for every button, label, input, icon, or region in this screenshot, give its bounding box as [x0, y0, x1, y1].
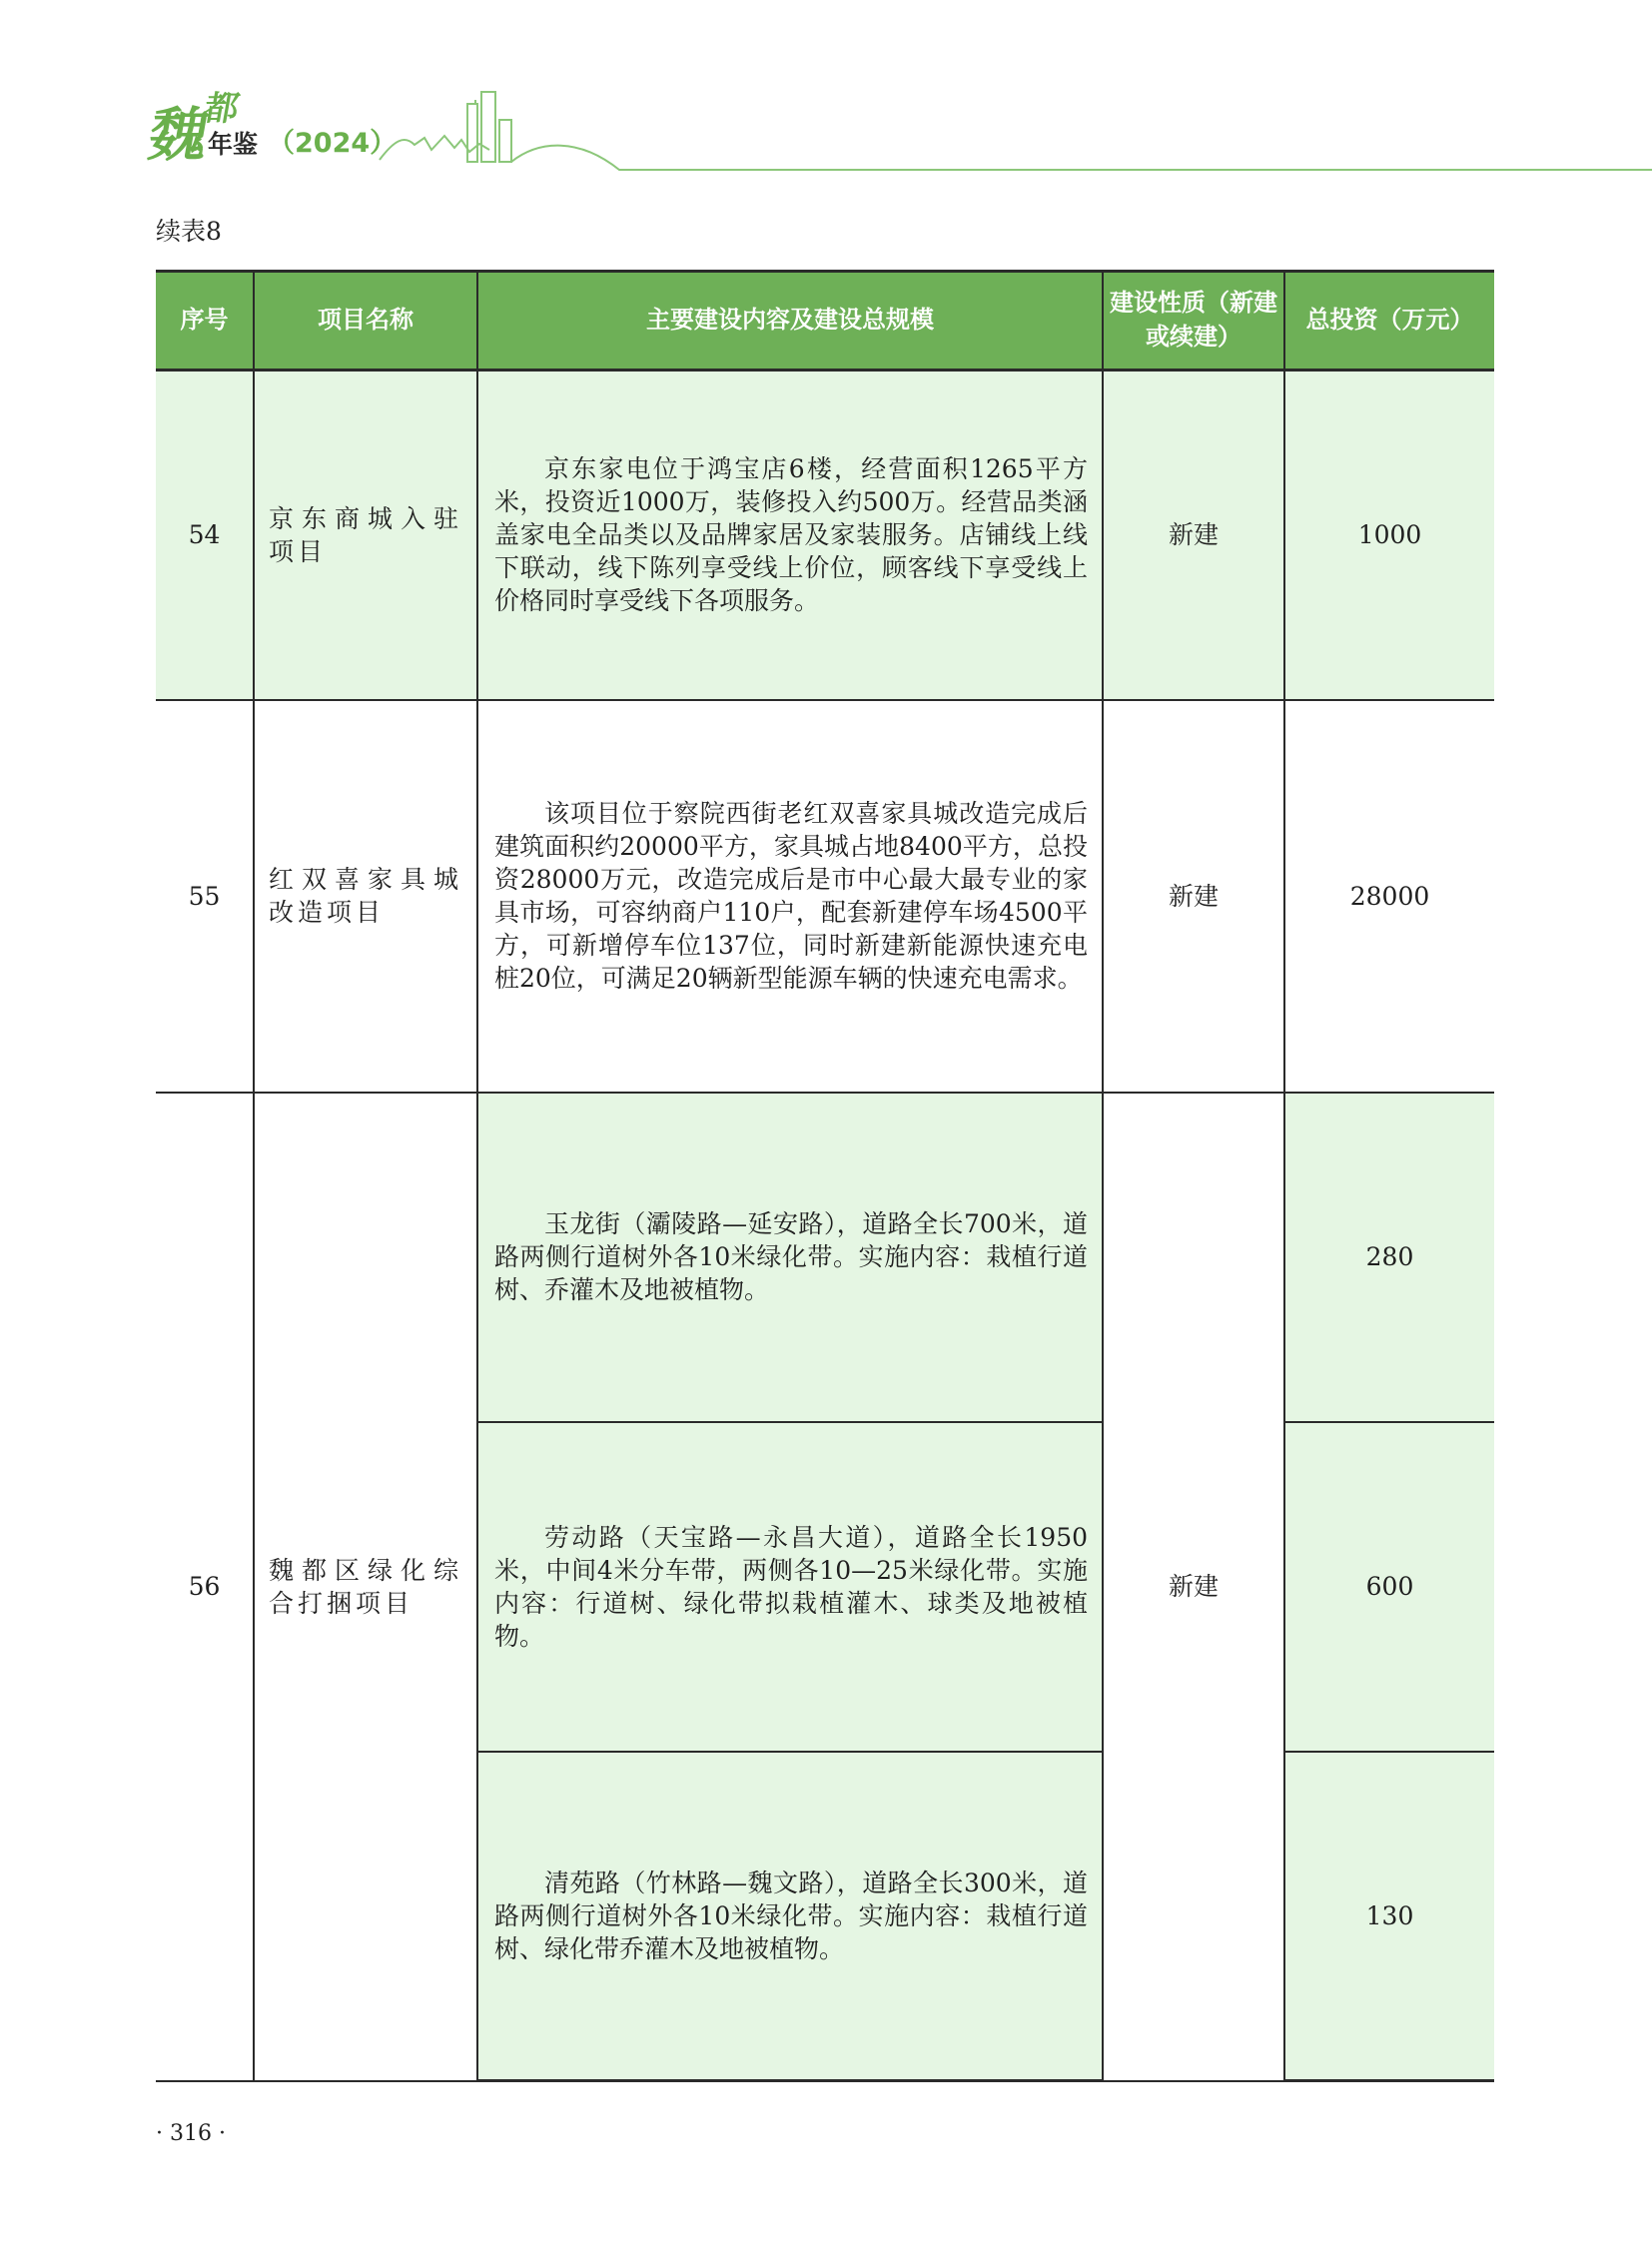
construction-nature: 新建 — [1103, 700, 1284, 1093]
column-header-name: 项目名称 — [254, 272, 477, 371]
page-header — [0, 0, 1652, 190]
total-investment: 28000 — [1284, 700, 1494, 1093]
table-row — [156, 371, 1494, 700]
brand-char-wei: 魏 — [144, 101, 215, 169]
content-paragraph: 京东家电位于鸿宝店6楼，经营面积1265平方米，投资近1000万，装修投入约500万。经营品类涵盖家电全品类以及品牌家居及家装服务。店铺线上线下联动，线下陈列享受线上价位，顾客线下享受线上价格同时享受线下各项服务。 — [494, 454, 1088, 616]
project-table — [156, 270, 1494, 2082]
project-table-container — [156, 270, 1494, 2082]
row-number: 56 — [156, 1093, 254, 2081]
content-paragraph: 劳动路（天宝路—永昌大道），道路全长1950米，中间4米分车带，两侧各10—25米绿化带。实施内容：行道树、绿化带拟栽植灌木、球类及地被植物。 — [494, 1522, 1088, 1651]
column-header-content: 主要建设内容及建设总规模 — [477, 272, 1103, 371]
page-number: · 316 · — [156, 2121, 226, 2146]
column-header-no: 序号 — [156, 272, 254, 371]
content-paragraph: 玉龙街（灞陵路—延安路），道路全长700米，道路两侧行道树外各10米绿化带。实施内容：栽植行道树、乔灌木及地被植物。 — [494, 1209, 1088, 1304]
content-paragraph: 该项目位于察院西街老红双喜家具城改造完成后建筑面积约20000平方，家具城占地8400平方，总投资28000万元，改造完成后是市中心最大最专业的家具市场，可容纳商户110户，配套新建停车场4500平方，可新增停车位137位，同时新建新能源快速充电桩20位，可满足20辆新型能源车辆的快速充电需求。 — [494, 799, 1088, 993]
row-number: 54 — [156, 371, 254, 700]
project-content — [477, 1422, 1103, 1752]
content-paragraph: 清苑路（竹林路—魏文路），道路全长300米，道路两侧行道树外各10米绿化带。实施内容：栽植行道树、绿化带乔灌木及地被植物。 — [494, 1868, 1088, 1963]
project-content — [477, 371, 1103, 700]
skyline-logo-graphic — [0, 0, 1652, 190]
brand-yearbook-label: 年鉴 — [208, 130, 259, 159]
table-row — [156, 700, 1494, 1093]
project-content — [477, 1752, 1103, 2081]
construction-nature: 新建 — [1103, 371, 1284, 700]
brand-year-label: （2024） — [268, 128, 398, 159]
column-header-investment: 总投资（万元） — [1284, 272, 1494, 371]
total-investment: 600 — [1284, 1422, 1494, 1752]
project-content — [477, 1093, 1103, 1422]
total-investment: 130 — [1284, 1752, 1494, 2081]
table-row — [156, 1093, 1494, 1422]
project-name: 魏都区绿化综合打捆项目 — [254, 1093, 477, 2081]
project-name: 红双喜家具城改造项目 — [254, 700, 477, 1093]
total-investment: 280 — [1284, 1093, 1494, 1422]
project-name: 京东商城入驻项目 — [254, 371, 477, 700]
brand-char-du: 都 — [201, 89, 243, 129]
column-header-nature: 建设性质（新建或续建） — [1103, 272, 1284, 371]
construction-nature: 新建 — [1103, 1093, 1284, 2081]
project-content — [477, 700, 1103, 1093]
row-number: 55 — [156, 700, 254, 1093]
total-investment: 1000 — [1284, 371, 1494, 700]
table-header-row — [156, 272, 1494, 371]
table-title: 续表8 — [156, 217, 222, 246]
